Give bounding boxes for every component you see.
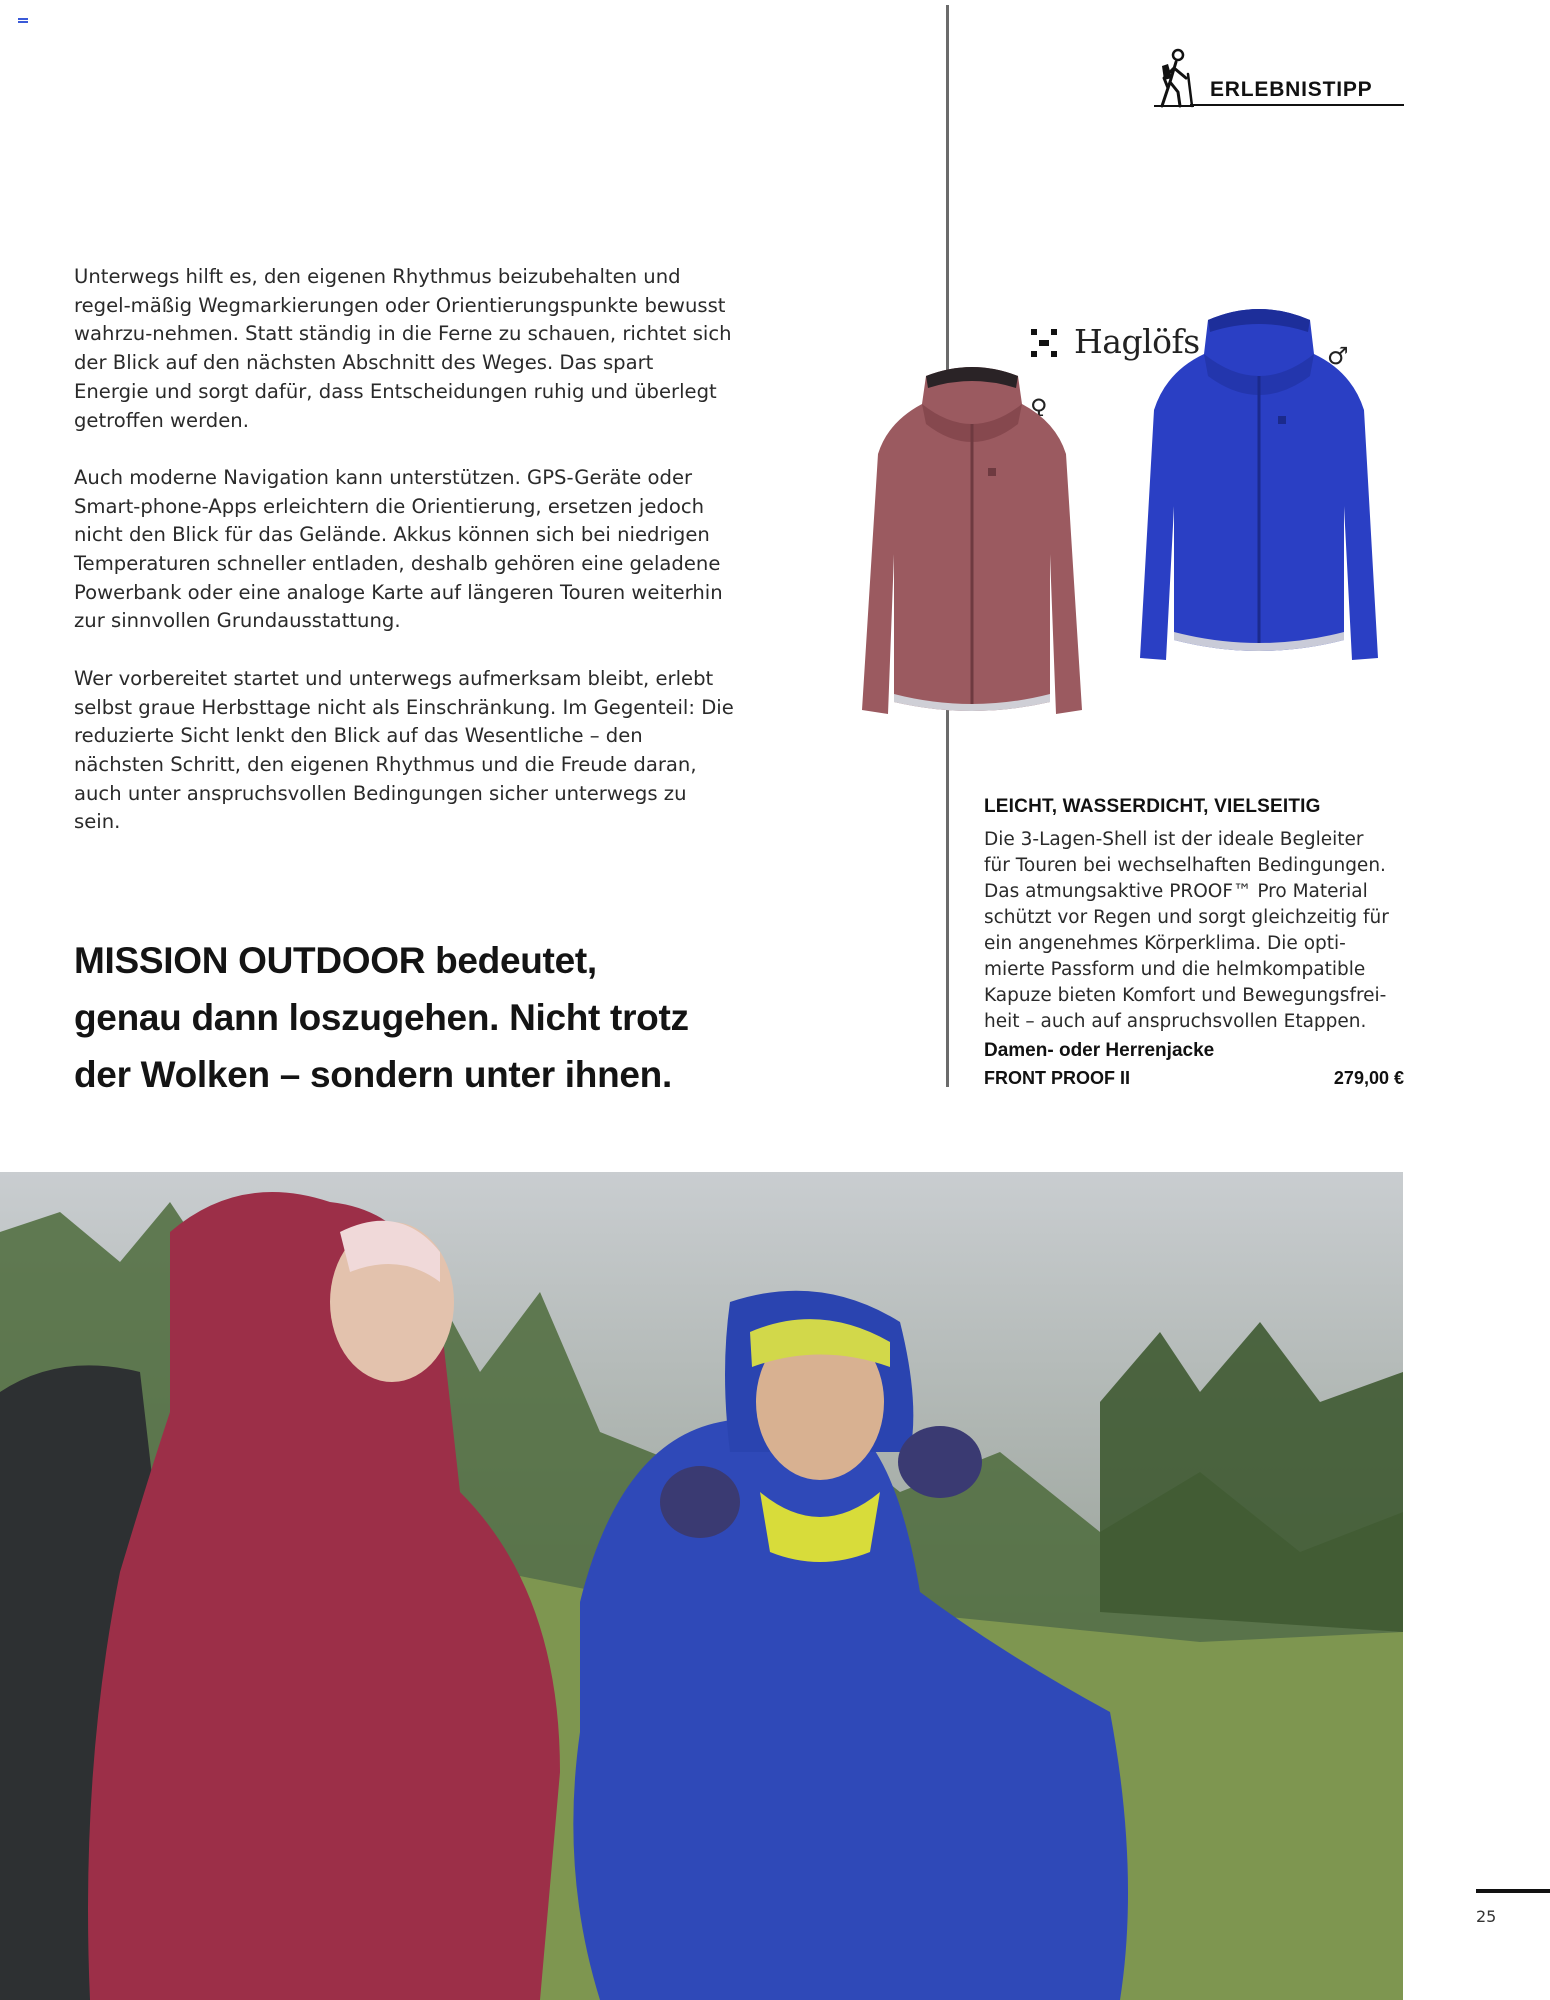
product-description-line: Das atmungsaktive PROOF™ Pro Material xyxy=(984,881,1368,902)
article-body xyxy=(74,263,734,866)
tip-underline xyxy=(1190,104,1404,106)
product-name: FRONT PROOF II xyxy=(984,1068,1130,1088)
product-description-line: Die 3-Lagen-Shell ist der ideale Begleiter xyxy=(984,829,1364,850)
male-symbol: ♂ xyxy=(1327,342,1349,370)
hiker-icon xyxy=(1148,48,1196,110)
women-jacket-image xyxy=(860,364,1085,720)
product-price: 279,00 € xyxy=(1333,1068,1404,1088)
pull-quote-line-1: MISSION OUTDOOR bedeutet, xyxy=(74,940,597,981)
page-number: 25 xyxy=(1476,1907,1497,1926)
article-paragraph-3: Wer vorbereitet startet und unterwegs aufmerksam bleibt, erlebt selbst graue Herbsttage nicht als Einschränkung. Im Gegenteil: Die reduzierte Sicht lenkt den Blick auf das Wesentliche – den nächsten Schritt, den eigenen Rhythmus und die Freude daran, auch unter anspruchsvollen Bedingungen sicher unterwegs zu sein. xyxy=(74,666,734,834)
brand-name: Haglöfs xyxy=(1074,322,1200,361)
pull-quote-line-2: genau dann loszugehen. Nicht trotz xyxy=(74,997,689,1038)
article-paragraph-2: Auch moderne Navigation kann unterstützen. GPS-Geräte oder Smart-phone-Apps erleichtern die Orientierung, ersetzen jedoch nicht den Blick für das Gelände. Akkus können sich bei niedrigen Temperaturen schneller entladen, deshalb gehören eine geladene Powerbank oder eine analoge Karte auf längeren Touren weiterhin zur sinnvollen Grundausstattung. xyxy=(74,465,723,633)
experience-tip-badge xyxy=(1148,48,1404,110)
product-description-line: schützt vor Regen und sorgt gleichzeitig für xyxy=(984,907,1389,928)
product-type: Damen- oder Herrenjacke xyxy=(984,1040,1215,1061)
product-description-line: für Touren bei wechselhaften Bedingungen. xyxy=(984,855,1386,876)
menu-icon[interactable] xyxy=(18,18,28,26)
product-description-line: Kapuze bieten Komfort und Bewegungsfrei- xyxy=(984,985,1387,1006)
men-jacket-image xyxy=(1138,306,1380,666)
experience-tip-label: ERLEBNISTIPP xyxy=(1210,78,1373,101)
product-description-line: mierte Passform und die helmkompatible xyxy=(984,959,1366,980)
hikers-photo xyxy=(0,1172,1403,2000)
product-description xyxy=(984,827,1404,1035)
pull-quote-line-3: der Wolken – sondern unter ihnen. xyxy=(74,1054,672,1095)
product-description-line: heit – auch auf anspruchsvollen Etappen. xyxy=(984,1011,1367,1032)
article-paragraph-1: Unterwegs hilft es, den eigenen Rhythmus beizubehalten und regel-mäßig Wegmarkierungen oder Orientierungspunkte bewusst wahrzu-nehmen. Statt ständig in die Ferne zu schauen, richtet sich der Blick auf den nächsten Abschnitt des Weges. Das spart Energie und sorgt dafür, dass Entscheidungen ruhig und überlegt getroffen werden. xyxy=(74,265,732,432)
page-number-rule xyxy=(1476,1889,1550,1893)
product-headline: LEICHT, WASSERDICHT, VIELSEITIG xyxy=(984,796,1321,817)
haglofs-h-icon xyxy=(1030,328,1058,358)
female-symbol: ♀ xyxy=(1030,394,1048,422)
product-description-line: ein angenehmes Körperklima. Die opti- xyxy=(984,933,1346,954)
pull-quote xyxy=(74,932,734,1103)
